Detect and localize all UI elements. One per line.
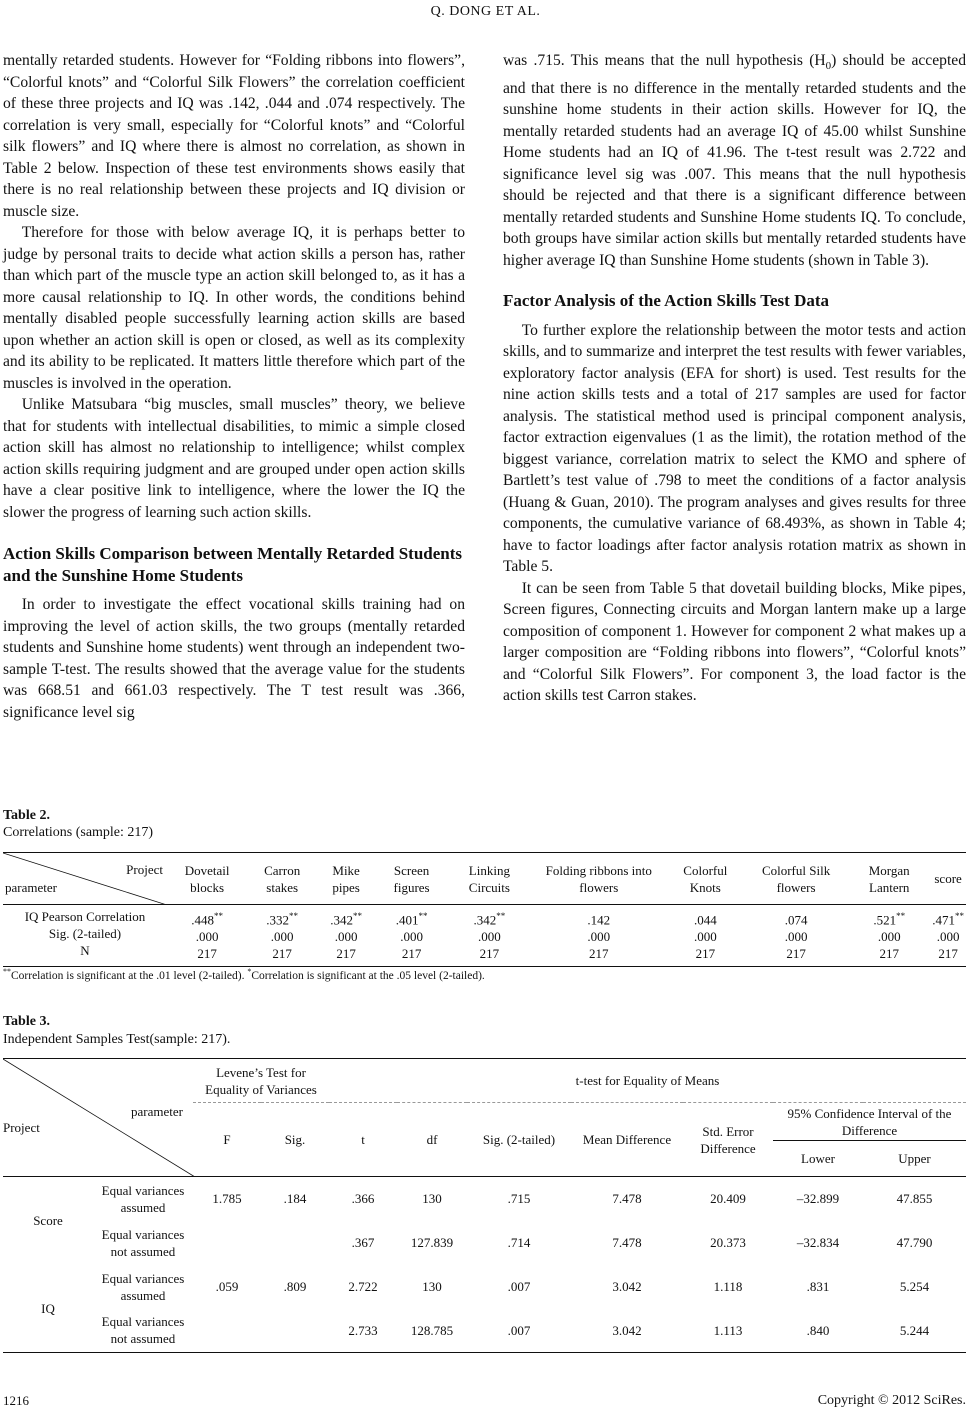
paragraph: Therefore for those with below average IQ, it is perhaps better to judge by personal traits to decide what action skills a person has, rather than which part of the muscle type an action skill belonged to, as it has a more causal relationship to IQ. In other words, the conditions behind mentally disabled people successfully learning action skills are based upon whether an action skill is open or closed, as well as its complexity and its ability to be replicated. It matters little therefore which part of the muscles is involved in the operation.	[3, 224, 465, 392]
sig-value: .000	[270, 929, 294, 945]
cell: .367	[351, 1235, 375, 1250]
table-row	[3, 1221, 966, 1265]
table3-title: Table 3.	[3, 1014, 50, 1029]
cell: 127.839	[410, 1235, 454, 1250]
cell	[261, 1221, 329, 1265]
paragraph: It can be seen from Table 5 that dovetail building blocks, Mike pipes, Screen figures, Connecting circuits and Morgan lantern make up a large composition of component 1. However for component 2 what makes up a larger composition are “Folding ribbons into flowers”, “Colorful knots” and “Colorful Silk Flowers”. For component 3, the load factor is the action skills test Carron stakes.	[503, 579, 966, 705]
n-value: 217	[401, 946, 422, 962]
cell: .714	[507, 1235, 531, 1250]
significance-stars: **	[289, 911, 299, 921]
correlation-cell	[930, 905, 966, 967]
n-value: 217	[879, 946, 899, 962]
section-heading: Factor Analysis of the Action Skills Test Data	[503, 291, 830, 311]
correlation-cell	[667, 905, 744, 967]
copyright: Copyright © 2012 SciRes.	[817, 1393, 966, 1408]
column-header: Carron stakes	[247, 853, 317, 905]
group-label: Score	[33, 1213, 63, 1229]
cell: 130	[422, 1191, 442, 1207]
cell: .840	[806, 1322, 830, 1338]
group-label: IQ	[41, 1300, 55, 1316]
correlation-cell	[167, 905, 247, 967]
cell: 1.113	[713, 1322, 743, 1338]
col-sig-2tailed: Sig. (2-tailed)	[467, 1103, 571, 1177]
cell: 3.042	[612, 1279, 642, 1294]
pearson-value: .471	[932, 912, 955, 928]
cell: –32.899	[796, 1191, 840, 1207]
cell: 5.244	[899, 1322, 930, 1338]
footnote-text: Correlation is significant at the .05 level (2-tailed).	[251, 969, 485, 982]
correlation-cell	[375, 905, 448, 967]
table-corner-cell	[3, 853, 167, 905]
column-header: Screen figures	[375, 853, 448, 905]
pearson-value: .074	[784, 912, 808, 928]
correlation-cell	[744, 905, 848, 967]
levene-header: Levene’s Test for Equality of Variances	[193, 1059, 329, 1103]
sig-value: .000	[478, 929, 501, 945]
row-label: N	[80, 943, 90, 958]
cell: 47.790	[896, 1235, 933, 1250]
table2-footnote	[3, 967, 485, 982]
paragraph: mentally retarded students. However for “Folding ribbons into flowers”, “Colorful knots” and “Colorful Silk Flowers” the correlation coefficient of these three projects and IQ was .142, .044 and .074 respectively. The correlation is very small, especially for “Colorful knots” and “Colorful silk flowers” and IQ where there is almost no correlation, as shown in Table 2 below. Inspection of these test environments shows easily that there is no real relationship between these projects and IQ division or muscle size.	[3, 52, 465, 220]
col-upper: Upper	[863, 1141, 966, 1177]
table3-corner-cell	[3, 1059, 193, 1177]
n-value: 217	[938, 946, 958, 962]
paragraph: To further explore the relationship between the motor tests and action skills, and to summarize and interpret the test results with fewer variables, exploratory factor analysis (EFA for short) is used. Test results for the nine action skills tests and a total of 217 samples are used for factor analysis. The statistical method used is principal component analysis, factor extraction eigenvalues (1 as the limit), the rotation method of the biggest variance, correlation matrix to select the KMO and sphere of Bartlett’s test value of .798 to meet the conditions of a factor analysis (Huang & Guan, 2010). The program analyses and gives results for three components, the cumulative variance of 68.493%, as shown in Table 4; have to factor loadings after factor analysis rotation matrix as shown in Table 5.	[503, 321, 966, 576]
pearson-value: .521	[873, 912, 897, 928]
pearson-value: .342	[473, 912, 497, 928]
right-column	[503, 50, 966, 707]
cell: .715	[507, 1191, 531, 1207]
row-labels	[3, 905, 167, 967]
ttest-header: t-test for Equality of Means	[329, 1059, 966, 1103]
row-label: Equal variances not assumed	[101, 1314, 185, 1347]
column-header: Linking Circuits	[448, 853, 531, 905]
running-header: Q. DONG ET AL.	[430, 4, 541, 19]
cell: 1.118	[713, 1279, 743, 1294]
correlation-cell	[317, 905, 375, 967]
sig-value: .000	[587, 929, 611, 945]
cell: .059	[215, 1279, 239, 1294]
cell: 3.042	[612, 1322, 642, 1338]
table2-subtitle: Correlations (sample: 217)	[3, 825, 154, 840]
cell: 20.373	[710, 1235, 746, 1250]
column-header: Morgan Lantern	[848, 853, 930, 905]
row-label: Equal variances assumed	[101, 1182, 185, 1215]
pearson-value: .401	[395, 912, 419, 928]
cell: 2.722	[348, 1279, 378, 1294]
cell	[193, 1309, 261, 1353]
cell: 2.733	[348, 1322, 378, 1338]
cell: 128.785	[410, 1322, 454, 1338]
table-row	[3, 1177, 966, 1221]
column-header: Colorful Knots	[667, 853, 744, 905]
paragraph-part: ) should be accepted and that there is no difference in the mentally retarded students and the sunshine home students in their action skills. However for IQ, the mentally retarded students had an average IQ of 45.00 whilst Sunshine Home students had an IQ of 41.96. The t-test result was 2.722 and significance level sig was .007. This means that the null hypothesis should be rejected and that there is a significant difference between mentally retarded students and Sunshine Home students IQ. To conclude, both groups have similar action skills but mentally retarded students have higher average IQ than Sunshine Home students (shown in Table 3).	[503, 52, 966, 269]
significance-stars: **	[496, 911, 506, 921]
cell: .809	[283, 1279, 307, 1294]
pearson-value: .448	[191, 912, 215, 928]
cell: 7.478	[612, 1191, 642, 1207]
sig-value: .000	[877, 929, 901, 945]
corner-project: Project	[3, 1120, 40, 1135]
row-label: Equal variances not assumed	[101, 1226, 185, 1259]
sig-value: .000	[784, 929, 808, 945]
cell: 7.478	[612, 1235, 642, 1250]
corner-parameter: parameter	[131, 1104, 183, 1119]
cell: .366	[351, 1191, 375, 1207]
n-value: 217	[272, 946, 292, 962]
page-number: 1216	[3, 1393, 29, 1408]
row-label: Sig. (2-tailed)	[48, 926, 122, 941]
column-header: Mike pipes	[317, 853, 375, 905]
paragraph: Unlike Matsubara “big muscles, small muscles” theory, we believe that for students with intellectual disabilities, to mimic a simple closed action skill has almost no relationship to intelligence; whilst complex action skills requiring judgment and are grouped under open action skills have a clear positive link to intelligence, where the lower the IQ the slower the progress of learning such action skills.	[3, 396, 465, 521]
correlation-cell	[531, 905, 667, 967]
table3-subtitle: Independent Samples Test(sample: 217).	[3, 1032, 231, 1047]
sig-value: .000	[936, 929, 960, 945]
ci-header: 95% Confidence Interval of the Difference	[773, 1103, 966, 1141]
pearson-value: .044	[693, 912, 717, 928]
sig-value: .000	[334, 929, 358, 945]
significance-stars: **	[214, 911, 224, 921]
column-header: Colorful Silk flowers	[744, 853, 848, 905]
row-label: Equal variances assumed	[101, 1270, 185, 1303]
paragraph-part: was .715. This means that the null hypothesis (H	[503, 52, 826, 69]
cell: 20.409	[710, 1191, 746, 1207]
cell: .007	[507, 1322, 531, 1338]
cell: 47.855	[896, 1191, 933, 1207]
cell: 5.254	[899, 1279, 930, 1294]
pearson-value: .142	[587, 912, 611, 928]
footnote-mark: **	[3, 967, 11, 976]
cell: .831	[806, 1279, 830, 1294]
cell	[261, 1309, 329, 1353]
row-label: IQ Pearson Correlation	[24, 909, 146, 924]
n-value: 217	[479, 946, 500, 962]
cell	[193, 1221, 261, 1265]
table-row	[3, 1265, 966, 1309]
correlation-cell	[247, 905, 317, 967]
subscript: 0	[825, 60, 832, 73]
footnote-text: Correlation is significant at the .01 level (2-tailed).	[11, 969, 248, 982]
significance-stars: **	[954, 911, 964, 921]
section-heading: Action Skills Comparison between Mentally Retarded Students and the Sunshine Home Students	[3, 544, 463, 585]
sig-value: .000	[693, 929, 717, 945]
n-value: 217	[336, 946, 356, 962]
col-lower: Lower	[773, 1141, 863, 1177]
n-value: 217	[695, 946, 716, 962]
cell: 1.785	[212, 1191, 242, 1207]
cell: .007	[507, 1279, 531, 1294]
column-header: Folding ribbons into flowers	[531, 853, 667, 905]
col-mean-difference: Mean Difference	[571, 1103, 683, 1177]
corner-bottom: parameter	[5, 879, 57, 895]
significance-stars: **	[418, 911, 428, 921]
footnote-mark: *	[247, 967, 252, 976]
col-f: F	[193, 1103, 261, 1177]
table-row	[3, 1309, 966, 1353]
paragraph	[503, 50, 966, 271]
cell: 130	[422, 1279, 442, 1294]
paragraph: In order to investigate the effect vocational skills training had on improving the level of action skills, the two groups (mentally retarded students and Sunshine home students) went through an independent two-sample T-test. The results showed that the average value for the students was 668.51 and 661.03 respectively. The T test result was .366, significance level sig	[3, 596, 465, 721]
col-sig: Sig.	[261, 1103, 329, 1177]
significance-stars: **	[352, 911, 362, 921]
significance-stars: **	[896, 911, 906, 921]
pearson-value: .332	[266, 912, 290, 928]
col-df: df	[397, 1103, 467, 1177]
col-std-error: Std. Error Difference	[683, 1103, 773, 1177]
corner-top: Project	[126, 861, 163, 877]
cell: –32.834	[796, 1235, 840, 1250]
correlation-cell	[848, 905, 930, 967]
n-value: 217	[197, 946, 217, 962]
sig-value: .000	[400, 929, 423, 945]
pearson-value: .342	[330, 912, 353, 928]
cell: .184	[283, 1191, 307, 1207]
correlation-cell	[448, 905, 531, 967]
table2-title: Table 2.	[3, 808, 50, 823]
independent-samples-table	[3, 1058, 966, 1353]
column-header: score	[930, 853, 966, 905]
col-t: t	[329, 1103, 397, 1177]
correlation-table	[3, 852, 966, 967]
left-column	[3, 50, 465, 723]
n-value: 217	[786, 946, 806, 962]
column-header: Dovetail blocks	[167, 853, 247, 905]
n-value: 217	[589, 946, 609, 962]
sig-value: .000	[195, 929, 219, 945]
